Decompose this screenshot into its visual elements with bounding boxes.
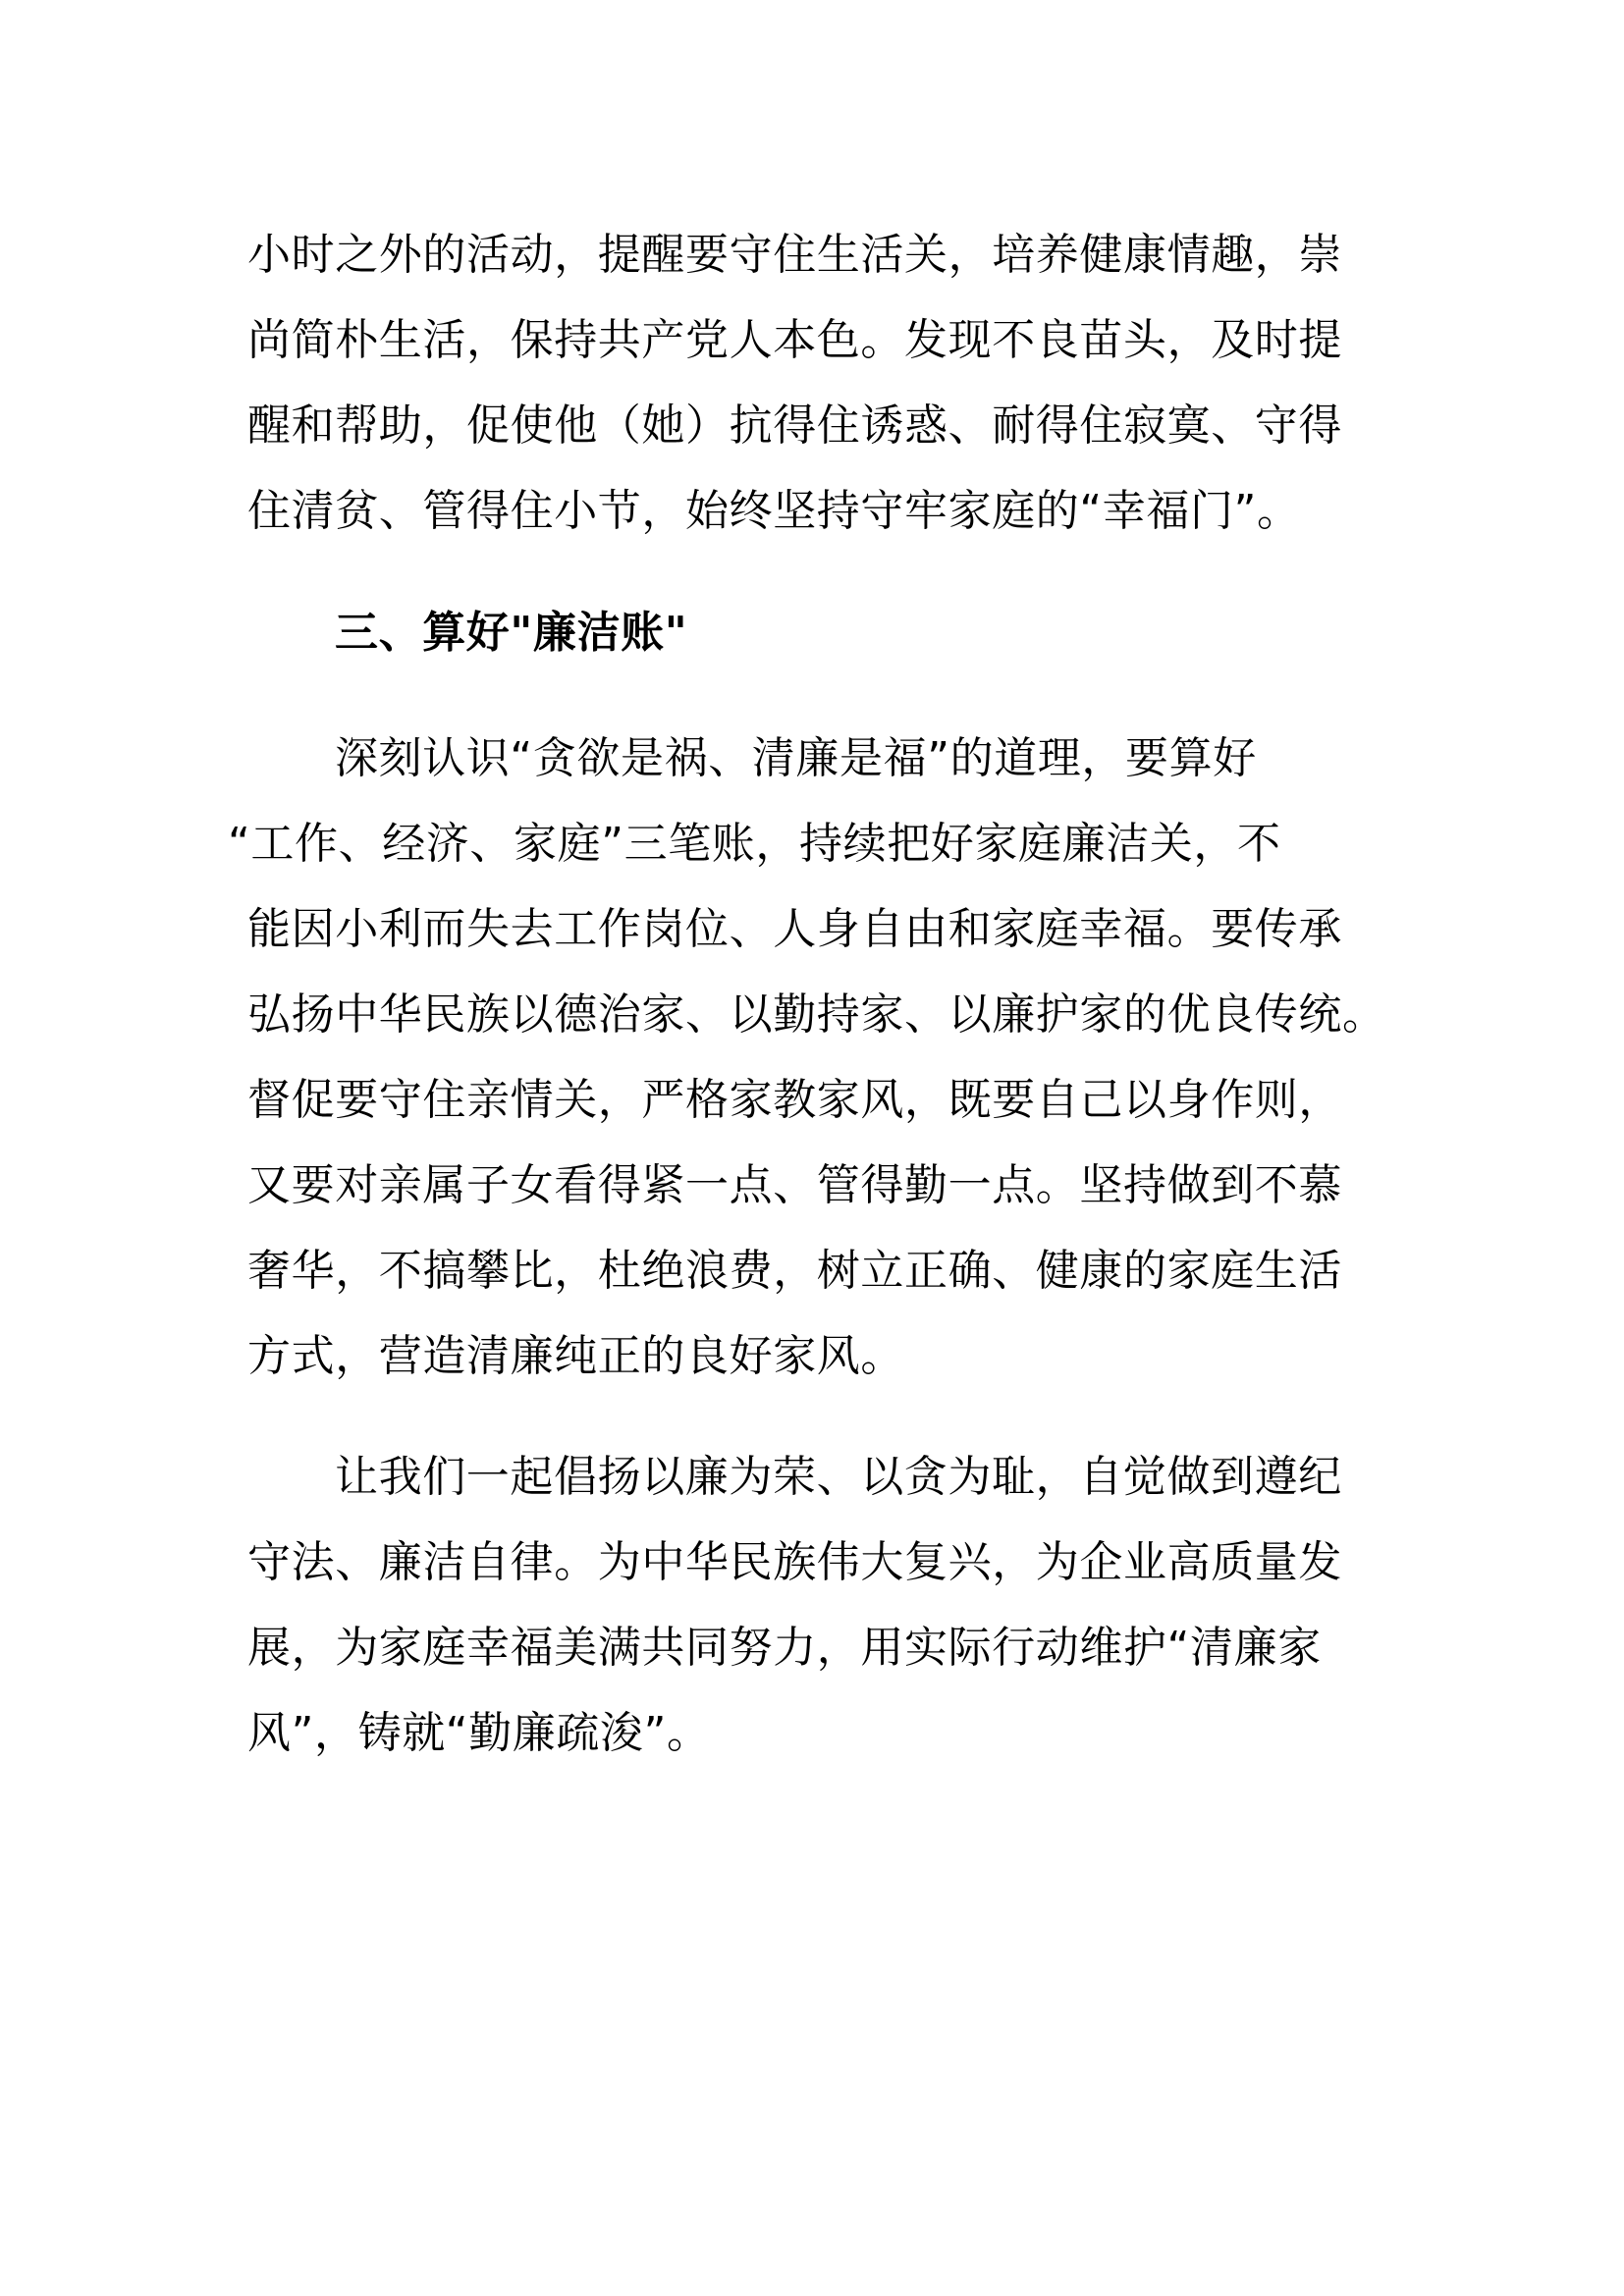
paragraph-line: 深刻认识“贪欲是祸、清廉是福”的道理，要算好 — [335, 733, 1257, 783]
paragraph-line: 督促要守住亲情关，严格家教家风，既要自己以身作则， — [247, 1075, 1342, 1125]
paragraph-line: 醒和帮助，促使他（她）抗得住诱惑、耐得住寂寞、守得 — [247, 400, 1342, 451]
paragraph-line: 守法、廉洁自律。为中华民族伟大复兴，为企业高质量发 — [247, 1537, 1342, 1587]
paragraph-line: 展，为家庭幸福美满共同努力，用实际行动维护“清廉家 — [247, 1623, 1322, 1673]
paragraph-line: 住清贫、管得住小节，始终坚持守牢家庭的“幸福门”。 — [247, 486, 1301, 536]
paragraph-line: 尚简朴生活，保持共产党人本色。发现不良苗头，及时提 — [247, 315, 1342, 365]
paragraph-line: 弘扬中华民族以德治家、以勤持家、以廉护家的优良传统。 — [247, 989, 1386, 1040]
paragraph-line: “工作、经济、家庭”三笔账，持续把好家庭廉洁关，不 — [228, 819, 1281, 869]
section-heading: 三、算好"廉洁账" — [335, 608, 688, 658]
paragraph-line: 又要对亲属子女看得紧一点、管得勤一点。坚持做到不慕 — [247, 1160, 1342, 1210]
paragraph-line: 方式，营造清廉纯正的良好家风。 — [247, 1331, 904, 1381]
paragraph-line: 能因小利而失去工作岗位、人身自由和家庭幸福。要传承 — [247, 904, 1342, 954]
paragraph-line: 风”，铸就“勤廉疏浚”。 — [247, 1708, 711, 1758]
paragraph-line: 让我们一起倡扬以廉为荣、以贪为耻，自觉做到遵纪 — [335, 1452, 1342, 1502]
paragraph-line: 小时之外的活动，提醒要守住生活关，培养健康情趣，崇 — [247, 230, 1342, 280]
paragraph-line: 奢华，不搞攀比，杜绝浪费，树立正确、健康的家庭生活 — [247, 1246, 1342, 1296]
